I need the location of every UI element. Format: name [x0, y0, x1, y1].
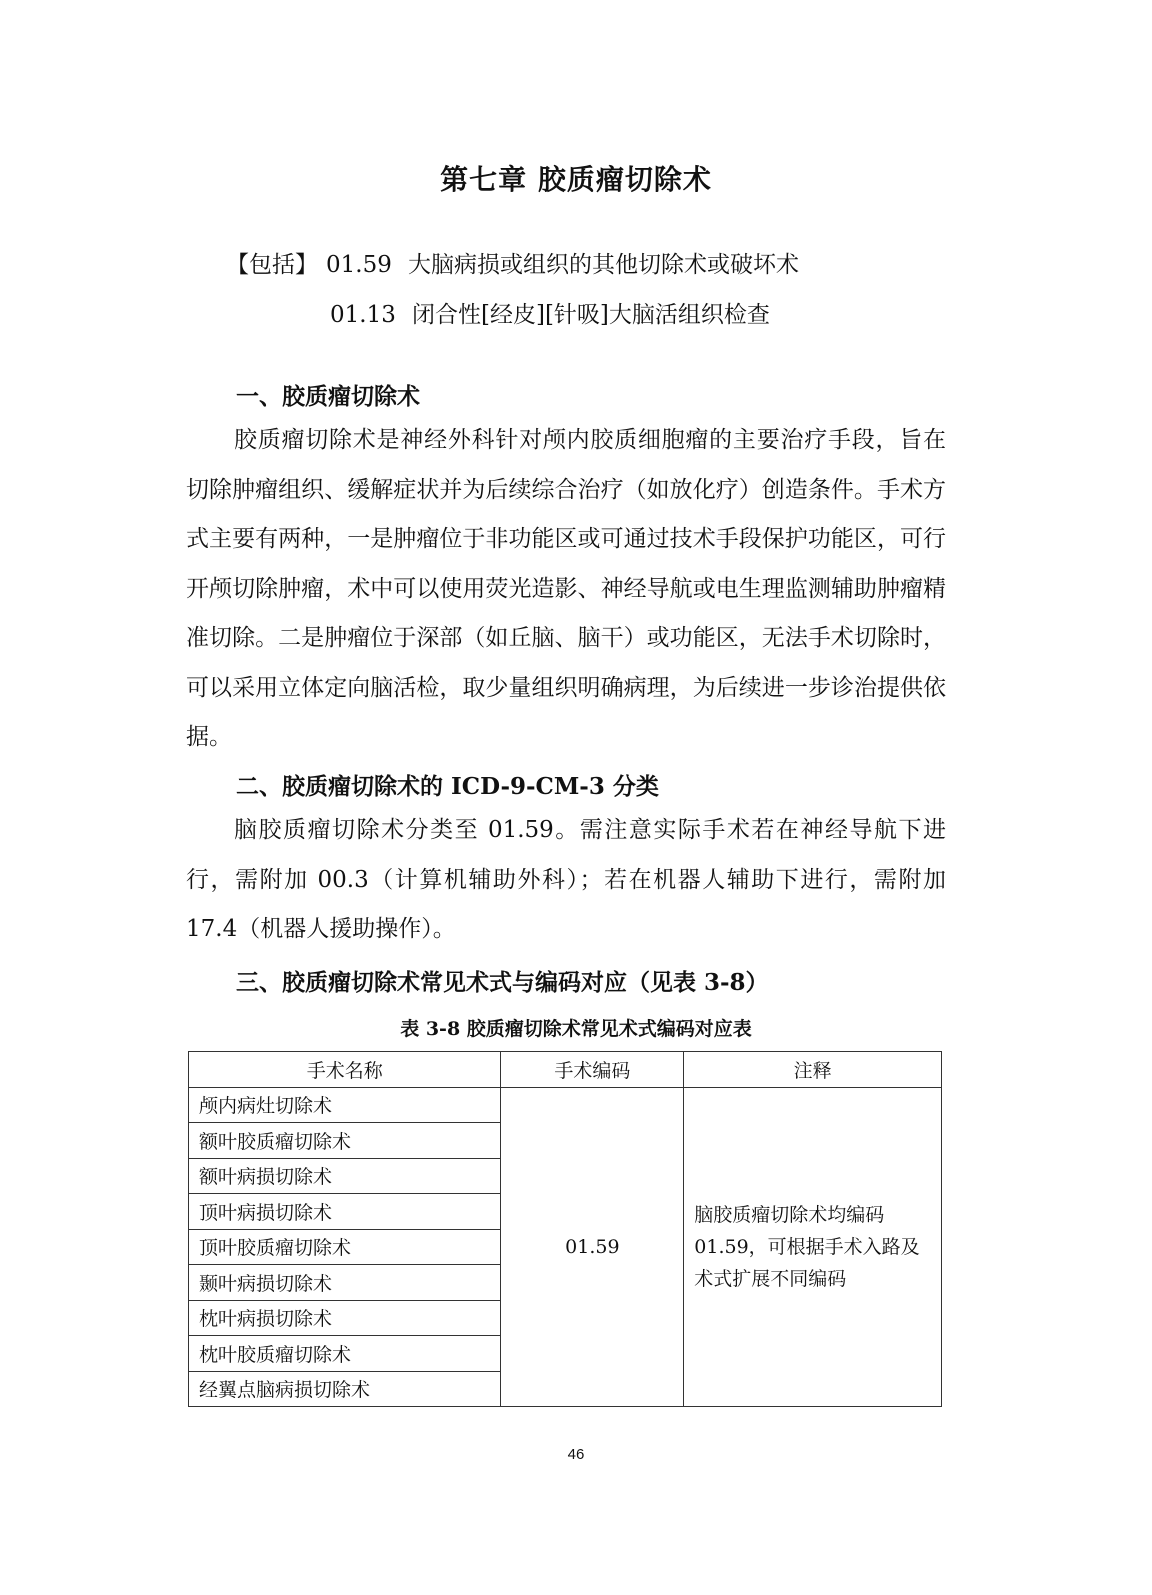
include-line-1	[226, 246, 799, 279]
procedure-name: 额叶病损切除术	[189, 1158, 501, 1194]
chapter-title: 第七章 胶质瘤切除术	[440, 163, 712, 196]
include-line-2	[330, 296, 770, 329]
procedure-name: 颞叶病损切除术	[189, 1265, 501, 1301]
procedure-code: 01.59	[501, 1087, 684, 1407]
table-row	[189, 1087, 942, 1123]
header-note: 注释	[684, 1052, 942, 1088]
header-code: 手术编码	[501, 1052, 684, 1088]
section-heading-3: 三、胶质瘤切除术常见术式与编码对应（见表 3-8）	[236, 969, 769, 996]
table-header-row	[189, 1052, 942, 1088]
page-number: 46	[567, 1446, 585, 1463]
procedure-note: 脑胶质瘤切除术均编码 01.59，可根据手术入路及术式扩展不同编码	[684, 1087, 942, 1407]
section-heading-2: 二、胶质瘤切除术的 ICD-9-CM-3 分类	[236, 773, 659, 800]
include-desc: 大脑病损或组织的其他切除术或破坏术	[408, 252, 799, 278]
include-desc: 闭合性[经皮][针吸]大脑活组织检查	[412, 302, 770, 328]
section-body-1: 胶质瘤切除术是神经外科针对颅内胶质细胞瘤的主要治疗手段，旨在切除肿瘤组织、缓解症状并为后续综合治疗（如放化疗）创造条件。手术方式主要有两种，一是肿瘤位于非功能区或可通过技术手段保护功能区，可行开颅切除肿瘤，术中可以使用荧光造影、神经导航或电生理监测辅助肿瘤精准切除。二是肿瘤位于深部（如丘脑、脑干）或功能区，无法手术切除时，可以采用立体定向脑活检，取少量组织明确病理，为后续进一步诊治提供依据。	[186, 427, 946, 750]
procedure-name: 顶叶胶质瘤切除术	[189, 1229, 501, 1265]
table-caption: 表 3-8 胶质瘤切除术常见术式编码对应表	[400, 1018, 752, 1040]
procedure-name: 顶叶病损切除术	[189, 1194, 501, 1230]
header-name: 手术名称	[189, 1052, 501, 1088]
section-body-2: 脑胶质瘤切除术分类至 01.59。需注意实际手术若在神经导航下进行，需附加 00.3（计算机辅助外科）；若在机器人辅助下进行，需附加 17.4（机器人援助操作）。	[186, 817, 946, 942]
section-heading-1: 一、胶质瘤切除术	[236, 383, 420, 410]
procedure-name: 枕叶胶质瘤切除术	[189, 1336, 501, 1372]
include-label: 【包括】	[226, 252, 318, 278]
procedure-name: 枕叶病损切除术	[189, 1300, 501, 1336]
procedure-name: 颅内病灶切除术	[189, 1087, 501, 1123]
procedure-name: 额叶胶质瘤切除术	[189, 1123, 501, 1159]
include-code: 01.13	[330, 302, 396, 328]
include-code: 01.59	[326, 252, 392, 278]
code-table	[188, 1051, 942, 1407]
procedure-name: 经翼点脑病损切除术	[189, 1371, 501, 1407]
